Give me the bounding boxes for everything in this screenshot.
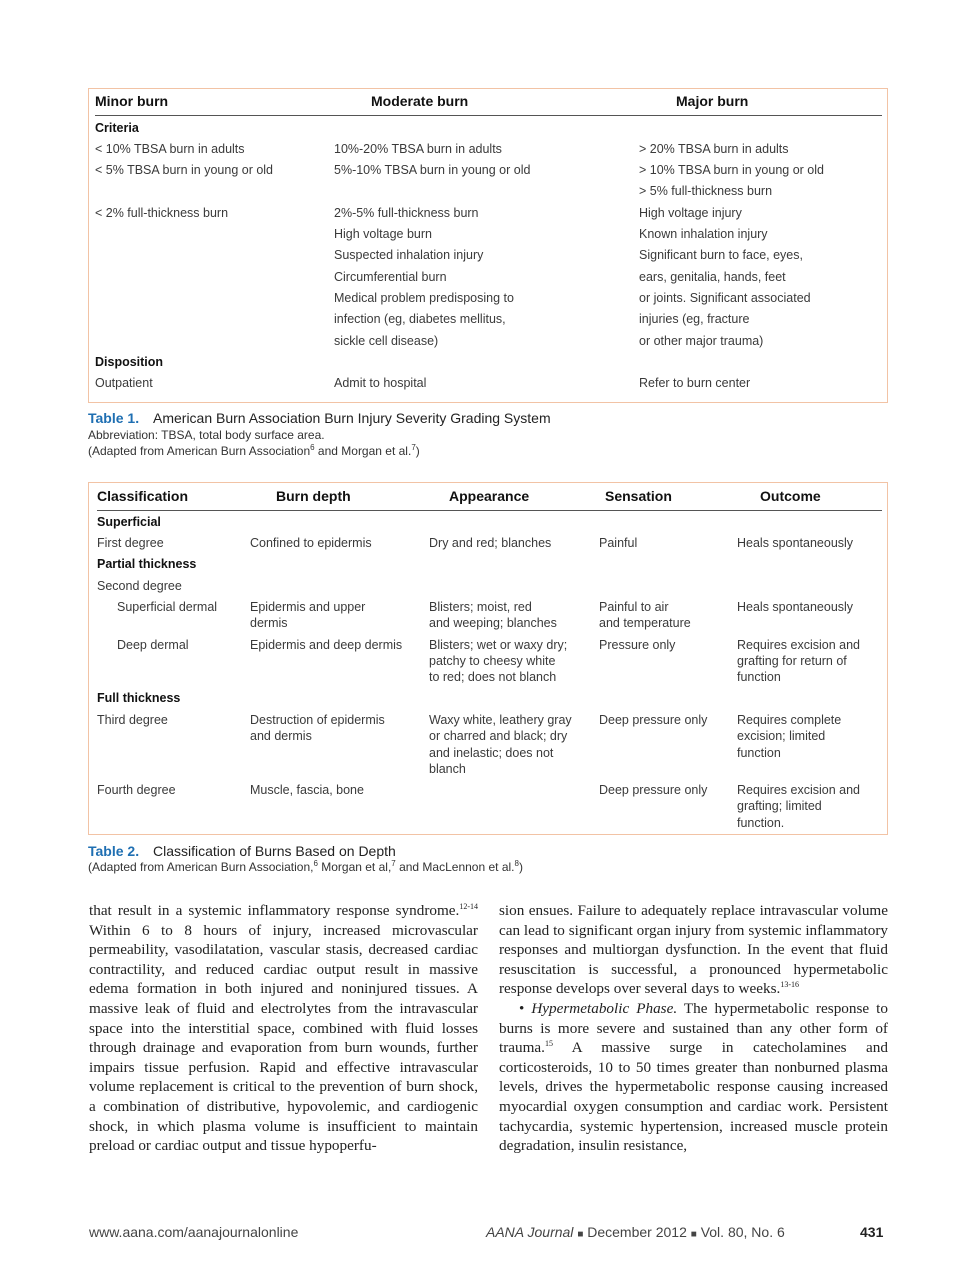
t2-supdermal-sensation-1: Painful to air — [599, 600, 669, 614]
t2-caption-label: Table 2. — [88, 843, 140, 859]
t1-major-3: > 5% full-thickness burn — [639, 184, 773, 198]
t1-disposition-major: Refer to burn center — [639, 376, 751, 390]
body-right-paragraph-1: sion ensues. Failure to adequately replace intravascular volume can lead to significant organ injury from systemic inflammatory responses and multiorgan dysfunction. In the event that fluid resuscitation is successful, a pronounced hypermetabolic response develops over several days to weeks.$^{13-16}$ — [499, 902, 888, 998]
t2-third-class: Third degree — [97, 713, 168, 727]
t1-source-note: (Adapted from American Burn Association$^6$ and Morgan et al.$^7$) — [88, 443, 420, 458]
t2-deepdermal-appearance-2: patchy to cheesy white — [429, 654, 556, 668]
t1-moderate-7: Medical problem predisposing to — [334, 291, 514, 305]
t1-moderate-2: 5%-10% TBSA burn in young or old — [334, 163, 531, 177]
t1-moderate-6: Circumferential burn — [334, 270, 447, 284]
t1-disposition-label: Disposition — [95, 355, 164, 369]
hypermetabolic-phase-heading: Hypermetabolic Phase. — [531, 999, 678, 1017]
t2-third-sensation: Deep pressure only — [599, 713, 708, 727]
t2-third-outcome-1: Requires complete — [737, 713, 842, 727]
t2-supdermal-depth-2: dermis — [250, 616, 288, 630]
t2-deepdermal-appearance-3: to red; does not blanch — [429, 670, 557, 684]
t2-header-classification: Classification — [97, 488, 189, 504]
t1-disposition-minor: Outpatient — [95, 376, 153, 390]
t2-header-sensation: Sensation — [605, 488, 672, 504]
t2-fourth-sensation: Deep pressure only — [599, 783, 708, 797]
t1-header-moderate: Moderate burn — [371, 93, 469, 109]
page-number: 431 — [860, 1224, 884, 1240]
t2-deepdermal-outcome-1: Requires excision and — [737, 638, 860, 652]
t2-supdermal-depth-1: Epidermis and upper — [250, 600, 366, 614]
t2-first-appearance: Dry and red; blanches — [429, 536, 552, 550]
t1-major-2: > 10% TBSA burn in young or old — [639, 163, 824, 177]
t2-third-depth-1: Destruction of epidermis — [250, 713, 385, 727]
t2-fourth-outcome-2: grafting; limited — [737, 799, 822, 813]
t1-disposition-moderate: Admit to hospital — [334, 376, 427, 390]
t2-fourth-outcome-1: Requires excision and — [737, 783, 860, 797]
t2-first-sensation: Painful — [599, 536, 638, 550]
t1-caption-title: American Burn Association Burn Injury Severity Grading System — [153, 410, 551, 426]
t2-header-rule — [97, 510, 882, 511]
t2-supdermal-class: Superficial dermal — [117, 600, 218, 614]
t2-third-appearance-3: and inelastic; does not — [429, 746, 554, 760]
t2-superficial-label: Superficial — [97, 515, 161, 529]
t1-header-rule — [95, 115, 882, 116]
t2-fourth-class: Fourth degree — [97, 783, 176, 797]
t2-first-class: First degree — [97, 536, 164, 550]
table-1 — [88, 88, 888, 403]
t1-minor-2: < 5% TBSA burn in young or old — [95, 163, 274, 177]
t2-fourth-outcome-3: function. — [737, 816, 785, 830]
t2-deepdermal-appearance-1: Blisters; wet or waxy dry; — [429, 638, 568, 652]
t2-full-label: Full thickness — [97, 691, 181, 705]
t2-third-appearance-1: Waxy white, leathery gray — [429, 713, 572, 727]
t2-first-outcome: Heals spontaneously — [737, 536, 854, 550]
t2-supdermal-appearance-1: Blisters; moist, red — [429, 600, 532, 614]
t1-moderate-9: sickle cell disease) — [334, 334, 439, 348]
t2-caption-title: Classification of Burns Based on Depth — [153, 843, 396, 859]
footer-separator-1: ■ — [577, 1229, 584, 1240]
body-right-paragraph-2: • Hypermetabolic Phase. The hypermetabolic response to burns is more severe and sustained than any other form of trauma.$^{15}$ A massive surge in catecholamines and corticosteroids, 10 to 50 times greater than nonburned plasma levels, drives the hypermetabolic response causing increased myocardial oxygen consumption and cardiac work. Persistent tachycardia, systemic hypertension, increased muscle protein degradation, insulin resistance, — [499, 999, 888, 1155]
t1-major-9: injuries (eg, fracture — [639, 312, 750, 326]
t1-moderate-8: infection (eg, diabetes mellitus, — [334, 312, 506, 326]
t1-major-7: ears, genitalia, hands, feet — [639, 270, 786, 284]
t1-minor-1: < 10% TBSA burn in adults — [95, 142, 245, 156]
t1-abbreviation-note: Abbreviation: TBSA, total body surface area. — [88, 428, 325, 442]
t2-third-depth-2: and dermis — [250, 729, 312, 743]
t1-header-minor: Minor burn — [95, 93, 169, 109]
t2-third-outcome-2: excision; limited — [737, 729, 826, 743]
t1-moderate-5: Suspected inhalation injury — [334, 248, 484, 262]
t1-major-8: or joints. Significant associated — [639, 291, 811, 305]
t2-header-outcome: Outcome — [760, 488, 821, 504]
t1-caption-label: Table 1. — [88, 410, 140, 426]
t2-deepdermal-outcome-3: function — [737, 670, 781, 684]
t1-moderate-1: 10%-20% TBSA burn in adults — [334, 142, 502, 156]
t2-supdermal-appearance-2: and weeping; blanches — [429, 616, 557, 630]
t2-header-appearance: Appearance — [449, 488, 530, 504]
t1-criteria-label: Criteria — [95, 121, 139, 135]
footer-url[interactable]: www.aana.com/aanajournalonline — [89, 1224, 299, 1240]
t2-header-burn-depth: Burn depth — [276, 488, 351, 504]
t2-deepdermal-outcome-2: grafting for return of — [737, 654, 847, 668]
t1-major-6: Significant burn to face, eyes, — [639, 248, 803, 262]
footer-citation: AANA Journal ■ December 2012 ■ Vol. 80, No. 6 — [486, 1224, 785, 1240]
t2-first-depth: Confined to epidermis — [250, 536, 372, 550]
t2-deepdermal-depth: Epidermis and deep dermis — [250, 638, 403, 652]
t2-fourth-depth: Muscle, fascia, bone — [250, 783, 364, 797]
t2-deepdermal-class: Deep dermal — [117, 638, 189, 652]
t2-third-outcome-3: function — [737, 746, 781, 760]
t2-partial-label: Partial thickness — [97, 557, 197, 571]
body-left-paragraph: that result in a systemic inflammatory response syndrome.$^{12-14}$ Within 6 to 8 hours of injury, increased microvascular permeability, vasodilatation, vascular stasis, decreased cardiac contractility, and reduced cardiac output result in massive edema formation in both injured and noninjured tissues. A massive leak of fluid and electrolytes from the intravascular space into the interstitial space, combined with fluid losses through drainage and evaporation from burn wounds, further impairs tissue perfusion. Rapid and effective intravascular volume replacement is critical to the prevention of burn shock, a combination of distributive, hypovolemic, and cardiogenic shock, in which plasma volume is insufficient to maintain preload or cardiac output and tissue hypoperfu- — [89, 901, 478, 1155]
t1-major-4: High voltage injury — [639, 206, 742, 220]
t1-major-10: or other major trauma) — [639, 334, 764, 348]
t1-major-1: > 20% TBSA burn in adults — [639, 142, 789, 156]
t1-header-major: Major burn — [676, 93, 749, 109]
t2-supdermal-sensation-2: and temperature — [599, 616, 691, 630]
body-right-column — [499, 901, 888, 1156]
t1-moderate-4: High voltage burn — [334, 227, 432, 241]
t2-deepdermal-sensation: Pressure only — [599, 638, 676, 652]
body-left-column — [89, 901, 478, 1156]
t1-minor-3: < 2% full-thickness burn — [95, 206, 229, 220]
t2-third-appearance-2: or charred and black; dry — [429, 729, 568, 743]
t1-major-5: Known inhalation injury — [639, 227, 768, 241]
t2-third-appearance-4: blanch — [429, 762, 466, 776]
t2-supdermal-outcome: Heals spontaneously — [737, 600, 854, 614]
footer-separator-2: ■ — [690, 1229, 697, 1240]
t2-source-note: (Adapted from American Burn Association,$^6$ Morgan et al,$^7$ and MacLennon et al.$^8$) — [88, 859, 523, 874]
t1-moderate-3: 2%-5% full-thickness burn — [334, 206, 479, 220]
t2-second-degree: Second degree — [97, 579, 182, 593]
